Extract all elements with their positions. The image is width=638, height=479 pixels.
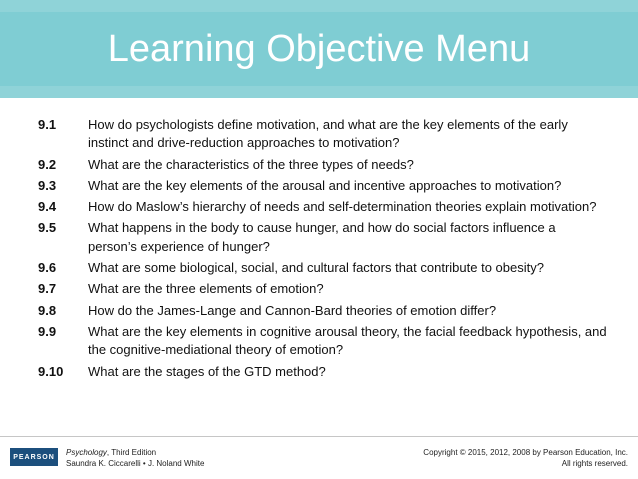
objective-number: 9.10 (38, 363, 64, 379)
objective-text: How do psychologists define motivation, and what are the key elements of the early instinct and drive-reduction approaches to motivation? (88, 117, 568, 151)
objective-item (38, 363, 608, 381)
book-authors: Saundra K. Ciccarelli • J. Noland White (66, 459, 205, 468)
objective-text: What are the characteristics of the three types of needs? (88, 156, 414, 172)
objective-list (38, 116, 608, 384)
objective-number: 9.6 (38, 260, 57, 276)
book-info (66, 447, 204, 469)
objective-item (38, 280, 608, 298)
copyright-notice (423, 447, 628, 469)
objective-number: 9.9 (38, 323, 57, 339)
objective-number: 9.4 (38, 199, 57, 215)
objective-text: How do Maslow’s hierarchy of needs and self-determination theories explain motivation? (88, 199, 597, 215)
objective-item (38, 219, 608, 256)
objective-text: What are the three elements of emotion? (88, 281, 324, 297)
objective-item (38, 177, 608, 195)
objective-number: 9.5 (38, 220, 57, 236)
objective-text: What happens in the body to cause hunger, and how do social factors influence a person’s experience of hunger? (88, 220, 556, 254)
objective-number: 9.2 (38, 156, 57, 172)
pearson-logo: PEARSON (10, 448, 58, 466)
slide-title: Learning Objective Menu (107, 28, 531, 70)
objective-number: 9.8 (38, 302, 57, 318)
rights-text: All rights reserved. (561, 459, 628, 468)
objective-number: 9.1 (38, 117, 57, 132)
objective-item (38, 259, 608, 277)
footer-divider (0, 436, 638, 437)
objective-item (38, 323, 608, 360)
objective-number: 9.3 (38, 177, 57, 193)
objective-text: What are some biological, social, and cultural factors that contribute to obesity? (88, 260, 544, 276)
objective-text: What are the stages of the GTD method? (88, 363, 326, 379)
objective-text: What are the key elements in cognitive arousal theory, the facial feedback hypothesis, and the cognitive-mediational theory of emotion? (88, 323, 607, 358)
book-title: Psychology (66, 448, 107, 457)
objective-number: 9.7 (38, 281, 57, 297)
objective-text: How do the James-Lange and Cannon-Bard theories of emotion differ? (88, 302, 497, 318)
book-edition: , Third Edition (106, 448, 157, 457)
copyright-text: Copyright © 2015, 2012, 2008 by Pearson Education, Inc. (423, 448, 628, 457)
objective-item (38, 156, 608, 174)
objective-item (38, 198, 608, 216)
objective-item (38, 302, 608, 320)
title-header (0, 0, 638, 98)
objective-text: What are the key elements of the arousal and incentive approaches to motivation? (88, 177, 562, 193)
objective-item (38, 116, 608, 153)
